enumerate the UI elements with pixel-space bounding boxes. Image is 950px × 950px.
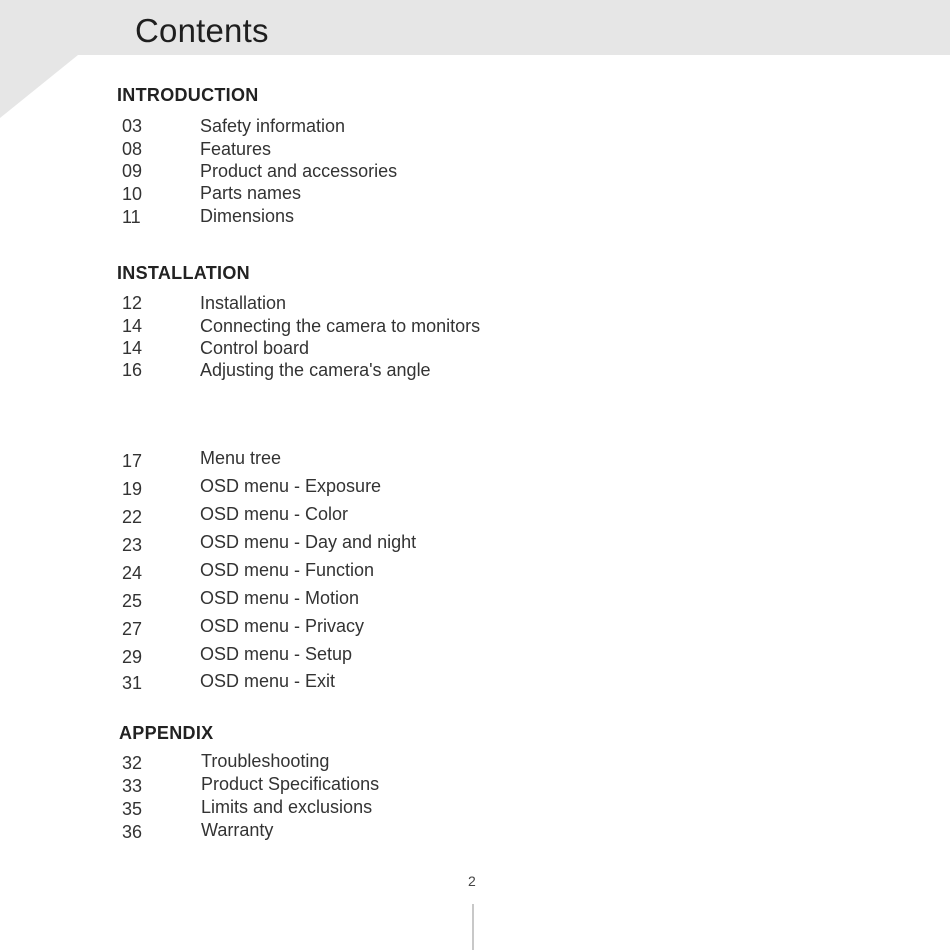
corner-tab-decoration <box>0 0 80 120</box>
toc-page-number: 16 <box>122 360 143 380</box>
toc-page-number: 22 <box>122 507 143 527</box>
toc-page-number: 09 <box>122 161 143 181</box>
footer-divider <box>472 904 474 950</box>
toc-entry[interactable] <box>0 161 950 183</box>
toc-entry[interactable] <box>0 774 950 796</box>
toc-entry-label: Limits and exclusions <box>201 797 373 817</box>
toc-entry-label: Parts names <box>200 183 302 203</box>
toc-entry[interactable] <box>0 588 950 610</box>
page-title: Contents <box>135 12 269 49</box>
toc-page-number: 33 <box>122 776 143 796</box>
toc-entry[interactable] <box>0 316 950 338</box>
toc-entry-label: Connecting the camera to monitors <box>200 316 481 336</box>
toc-page-number: 29 <box>122 647 143 667</box>
toc-entry-label: Control board <box>200 338 310 358</box>
toc-page-number: 31 <box>122 673 143 693</box>
toc-page-number: 17 <box>122 451 143 471</box>
toc-entry[interactable] <box>0 139 950 161</box>
toc-page-number: 10 <box>122 184 143 204</box>
toc-entry[interactable] <box>0 504 950 526</box>
toc-entry-label: Product and accessories <box>200 161 398 181</box>
toc-entry[interactable] <box>0 532 950 554</box>
toc-entry[interactable] <box>0 560 950 582</box>
toc-page-number: 12 <box>122 293 143 313</box>
toc-entry[interactable] <box>0 476 950 498</box>
toc-entry-label: OSD menu - Exit <box>200 671 336 691</box>
toc-entry-label: Features <box>200 139 272 159</box>
toc-entry-label: OSD menu - Day and night <box>200 532 417 552</box>
toc-page-number: 08 <box>122 139 143 159</box>
toc-entry-label: Dimensions <box>200 206 295 226</box>
toc-entry[interactable] <box>0 338 950 360</box>
toc-entry-label: OSD menu - Exposure <box>200 476 382 496</box>
toc-page-number: 14 <box>122 338 143 358</box>
toc-entry-label: OSD menu - Function <box>200 560 375 580</box>
toc-entry[interactable] <box>0 293 950 315</box>
toc-page-number: 11 <box>122 207 141 227</box>
toc-page-number: 27 <box>122 619 143 639</box>
toc-entry-label: OSD menu - Motion <box>200 588 360 608</box>
toc-entry[interactable] <box>0 797 950 819</box>
section-heading-appendix: APPENDIX <box>119 723 214 743</box>
toc-entry[interactable] <box>0 206 950 228</box>
toc-entry-label: Menu tree <box>200 448 282 468</box>
toc-entry-label: OSD menu - Setup <box>200 644 353 664</box>
toc-page-number: 14 <box>122 316 143 336</box>
toc-entry[interactable] <box>0 116 950 138</box>
toc-page-number: 35 <box>122 799 143 819</box>
toc-entry[interactable] <box>0 448 950 470</box>
toc-entry-label: Safety information <box>200 116 346 136</box>
section-heading-introduction: INTRODUCTION <box>117 85 259 105</box>
section-heading-installation: INSTALLATION <box>117 263 250 283</box>
toc-page-number: 25 <box>122 591 143 611</box>
toc-entry-label: Product Specifications <box>201 774 380 794</box>
toc-page-number: 36 <box>122 822 143 842</box>
toc-entry-label: Troubleshooting <box>201 751 330 771</box>
toc-page-number: 32 <box>122 753 143 773</box>
toc-entry-label: OSD menu - Color <box>200 504 349 524</box>
toc-entry[interactable] <box>0 360 950 382</box>
toc-entry[interactable] <box>0 183 950 205</box>
toc-page-number: 24 <box>122 563 143 583</box>
footer-page-number: 2 <box>468 873 476 889</box>
toc-entry[interactable] <box>0 644 950 666</box>
toc-entry-label: Adjusting the camera's angle <box>200 360 431 380</box>
toc-page-number: 03 <box>122 116 143 136</box>
toc-entry-label: Installation <box>200 293 287 313</box>
toc-entry[interactable] <box>0 820 950 842</box>
toc-entry[interactable] <box>0 616 950 638</box>
toc-page-number: 19 <box>122 479 143 499</box>
toc-page-number: 23 <box>122 535 143 555</box>
toc-entry-label: Warranty <box>201 820 274 840</box>
toc-entry[interactable] <box>0 751 950 773</box>
toc-entry[interactable] <box>0 671 950 693</box>
toc-entry-label: OSD menu - Privacy <box>200 616 365 636</box>
